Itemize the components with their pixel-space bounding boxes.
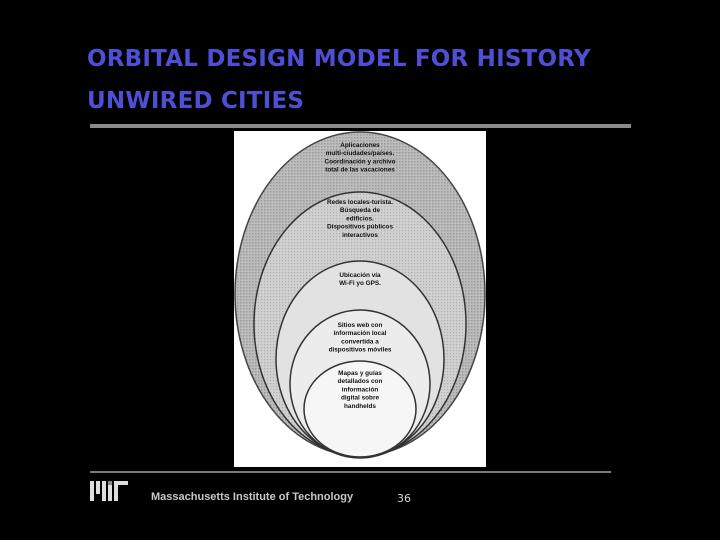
- orbit-level-3-label-line: Wi-Fi yo GPS.: [339, 280, 381, 288]
- orbit-level-2-label-line: Redes locales-turista.: [326, 199, 394, 206]
- title-divider: [90, 124, 631, 128]
- slide-title-line-2: UNWIRED CITIES: [87, 88, 305, 114]
- slide-title-line-1: ORBITAL DESIGN MODEL FOR HISTORY: [87, 46, 591, 72]
- orbit-level-5-label-line: handhelds: [344, 402, 376, 410]
- orbit-level-5-label-line: información: [341, 386, 379, 394]
- institute-name: Massachusetts Institute of Technology: [151, 491, 354, 503]
- page-number: 36: [397, 492, 411, 505]
- orbital-diagram: [234, 131, 486, 467]
- orbit-level-2-label-line: Dispositivos públicos: [326, 223, 394, 231]
- orbit-level-2-label-line: Búsqueda de: [339, 207, 381, 215]
- orbit-level-2-label-line: edificios.: [346, 215, 374, 223]
- orbit-level-2-label-line: interactivos: [342, 231, 378, 239]
- orbit-level-5-label-line: detallados con: [337, 378, 383, 386]
- orbital-diagram-svg: [234, 131, 486, 467]
- orbit-level-3-label-line: Ubicación vía: [339, 272, 381, 279]
- orbit-level-5-label-line: Mapas y guías: [338, 370, 382, 377]
- orbit-level-4-label-line: convertida a: [341, 338, 379, 346]
- orbit-level-4-label-line: Sitios web con: [337, 322, 383, 329]
- orbit-level-1-label-line: Coordinación y archivo: [324, 158, 396, 166]
- orbit-level-4-label-line: dispositivos móviles: [328, 346, 392, 354]
- slide-title: [87, 38, 647, 122]
- orbit-level-1-label-line: total de las vacaciones: [325, 166, 395, 174]
- orbit-level-5-label-line: digital sobre: [341, 394, 379, 402]
- orbit-level-1-label-line: multi-ciudades/países.: [325, 150, 395, 158]
- orbit-level-1-label-line: Aplicaciones: [340, 142, 380, 149]
- orbit-level-4-label-line: información local: [333, 330, 387, 338]
- mit-logo-icon: [90, 481, 130, 503]
- footer-divider: [90, 471, 611, 473]
